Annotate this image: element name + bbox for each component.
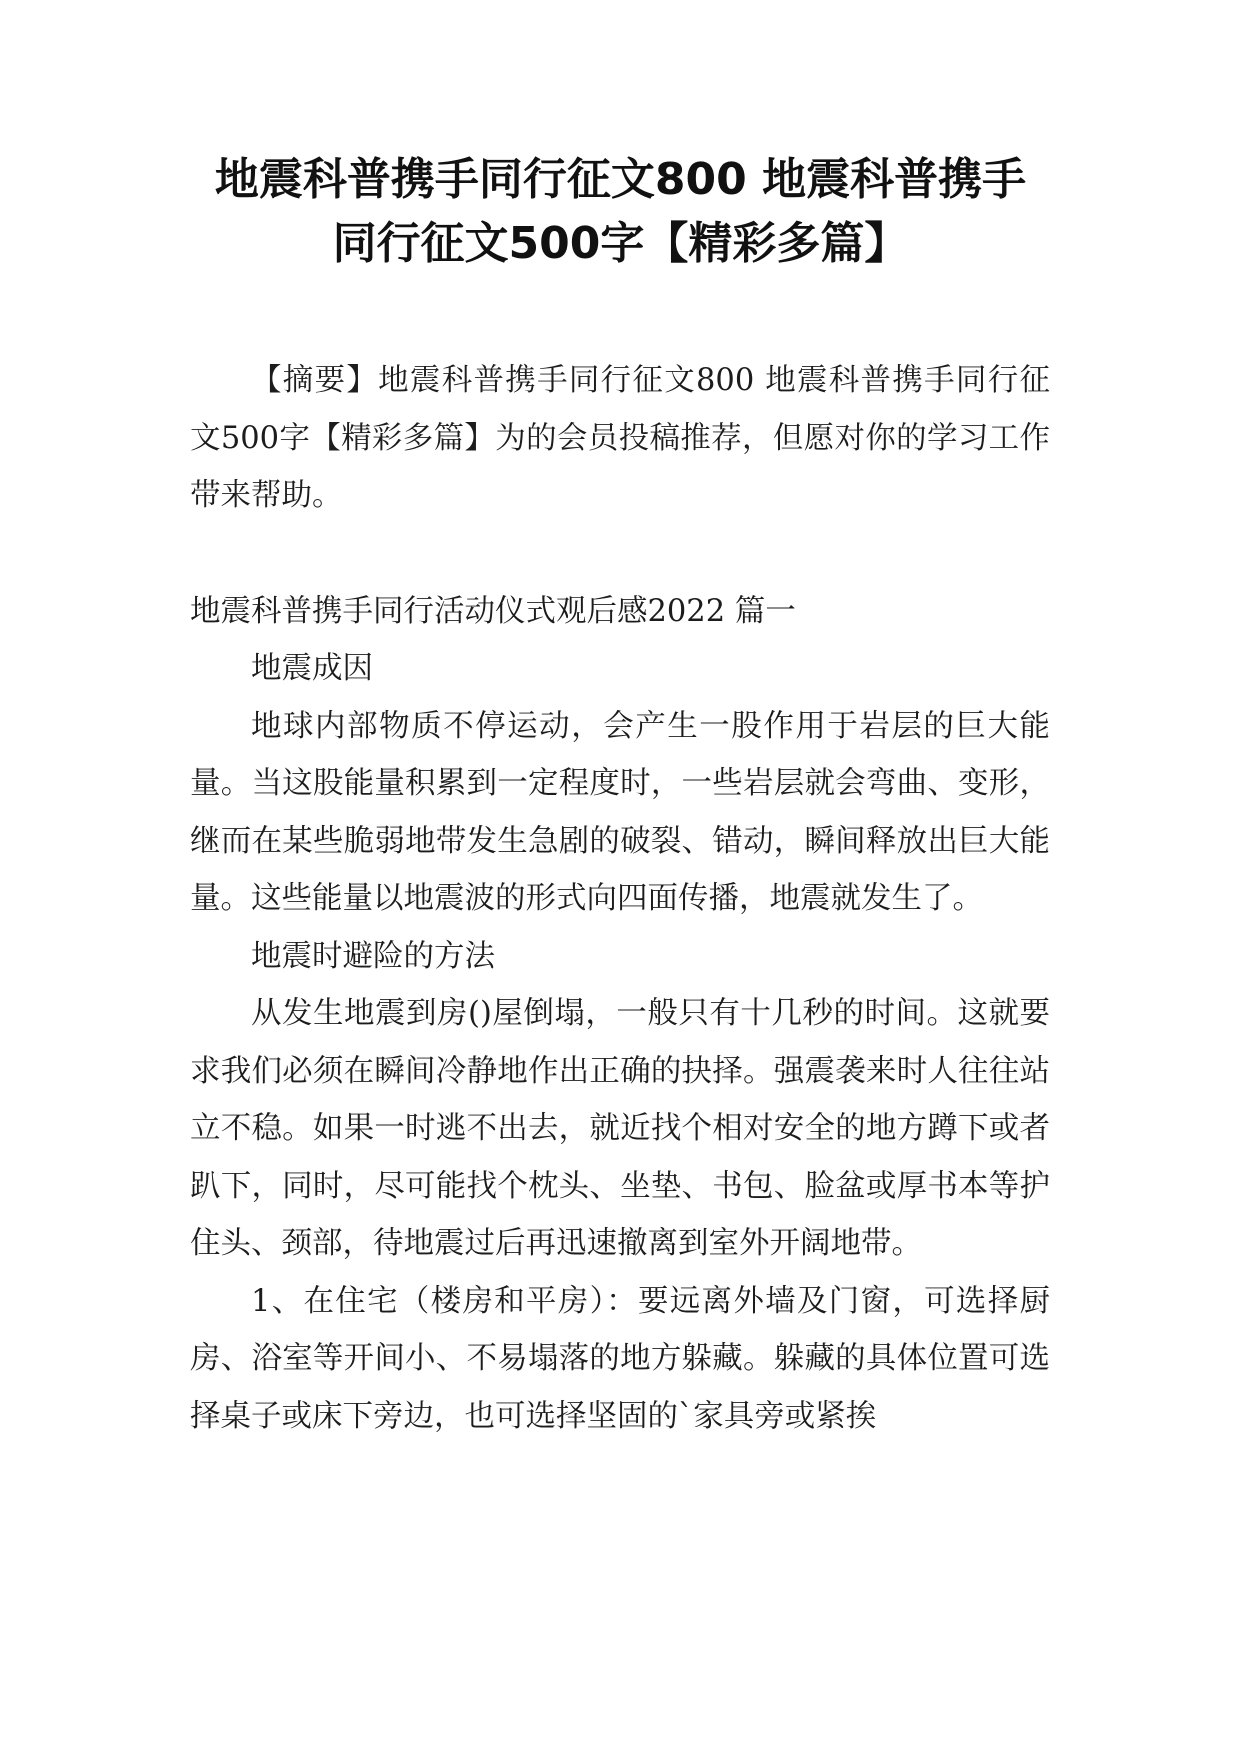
title-line-2: 同行征文500字【精彩多篇】	[332, 218, 909, 269]
paragraph-avoidance-methods: 从发生地震到房()屋倒塌，一般只有十几秒的时间。这就要求我们必须在瞬间冷静地作出正确的抉择。强震袭来时人往往站立不稳。如果一时逃不出去，就近找个相对安全的地方蹲下或者趴下，同时，尽可能找个枕头、坐垫、书包、脸盆或厚书本等护住头、颈部，待地震过后再迅速撤离到室外开阔地带。	[190, 996, 1050, 1261]
section-heading: 地震科普携手同行活动仪式观后感2022 篇一	[190, 593, 796, 629]
document-title	[150, 148, 1091, 276]
document-body	[190, 352, 1050, 1445]
paragraph-earthquake-causes: 地球内部物质不停运动，会产生一股作用于岩层的巨大能量。当这股能量积累到一定程度时，一些岩层就会弯曲、变形，继而在某些脆弱地带发生急剧的破裂、错动，瞬间释放出巨大能量。这些能量以地震波的形式向四面传播，地震就发生了。	[190, 708, 1050, 916]
abstract-paragraph: 【摘要】地震科普携手同行征文800 地震科普携手同行征文500字【精彩多篇】为的会员投稿推荐，但愿对你的学习工作带来帮助。	[190, 363, 1050, 513]
title-line-1: 地震科普携手同行征文800 地震科普携手	[214, 154, 1027, 205]
subheading-avoidance-methods: 地震时避险的方法	[251, 938, 495, 974]
subheading-earthquake-causes: 地震成因	[251, 651, 373, 686]
section-spacer	[190, 525, 1050, 583]
paragraph-item-1-residence: 1、在住宅（楼房和平房）：要远离外墙及门窗，可选择厨房、浴室等开间小、不易塌落的地方躲藏。躲藏的具体位置可选择桌子或床下旁边，也可选择坚固的`家具旁或紧挨	[190, 1283, 1050, 1434]
